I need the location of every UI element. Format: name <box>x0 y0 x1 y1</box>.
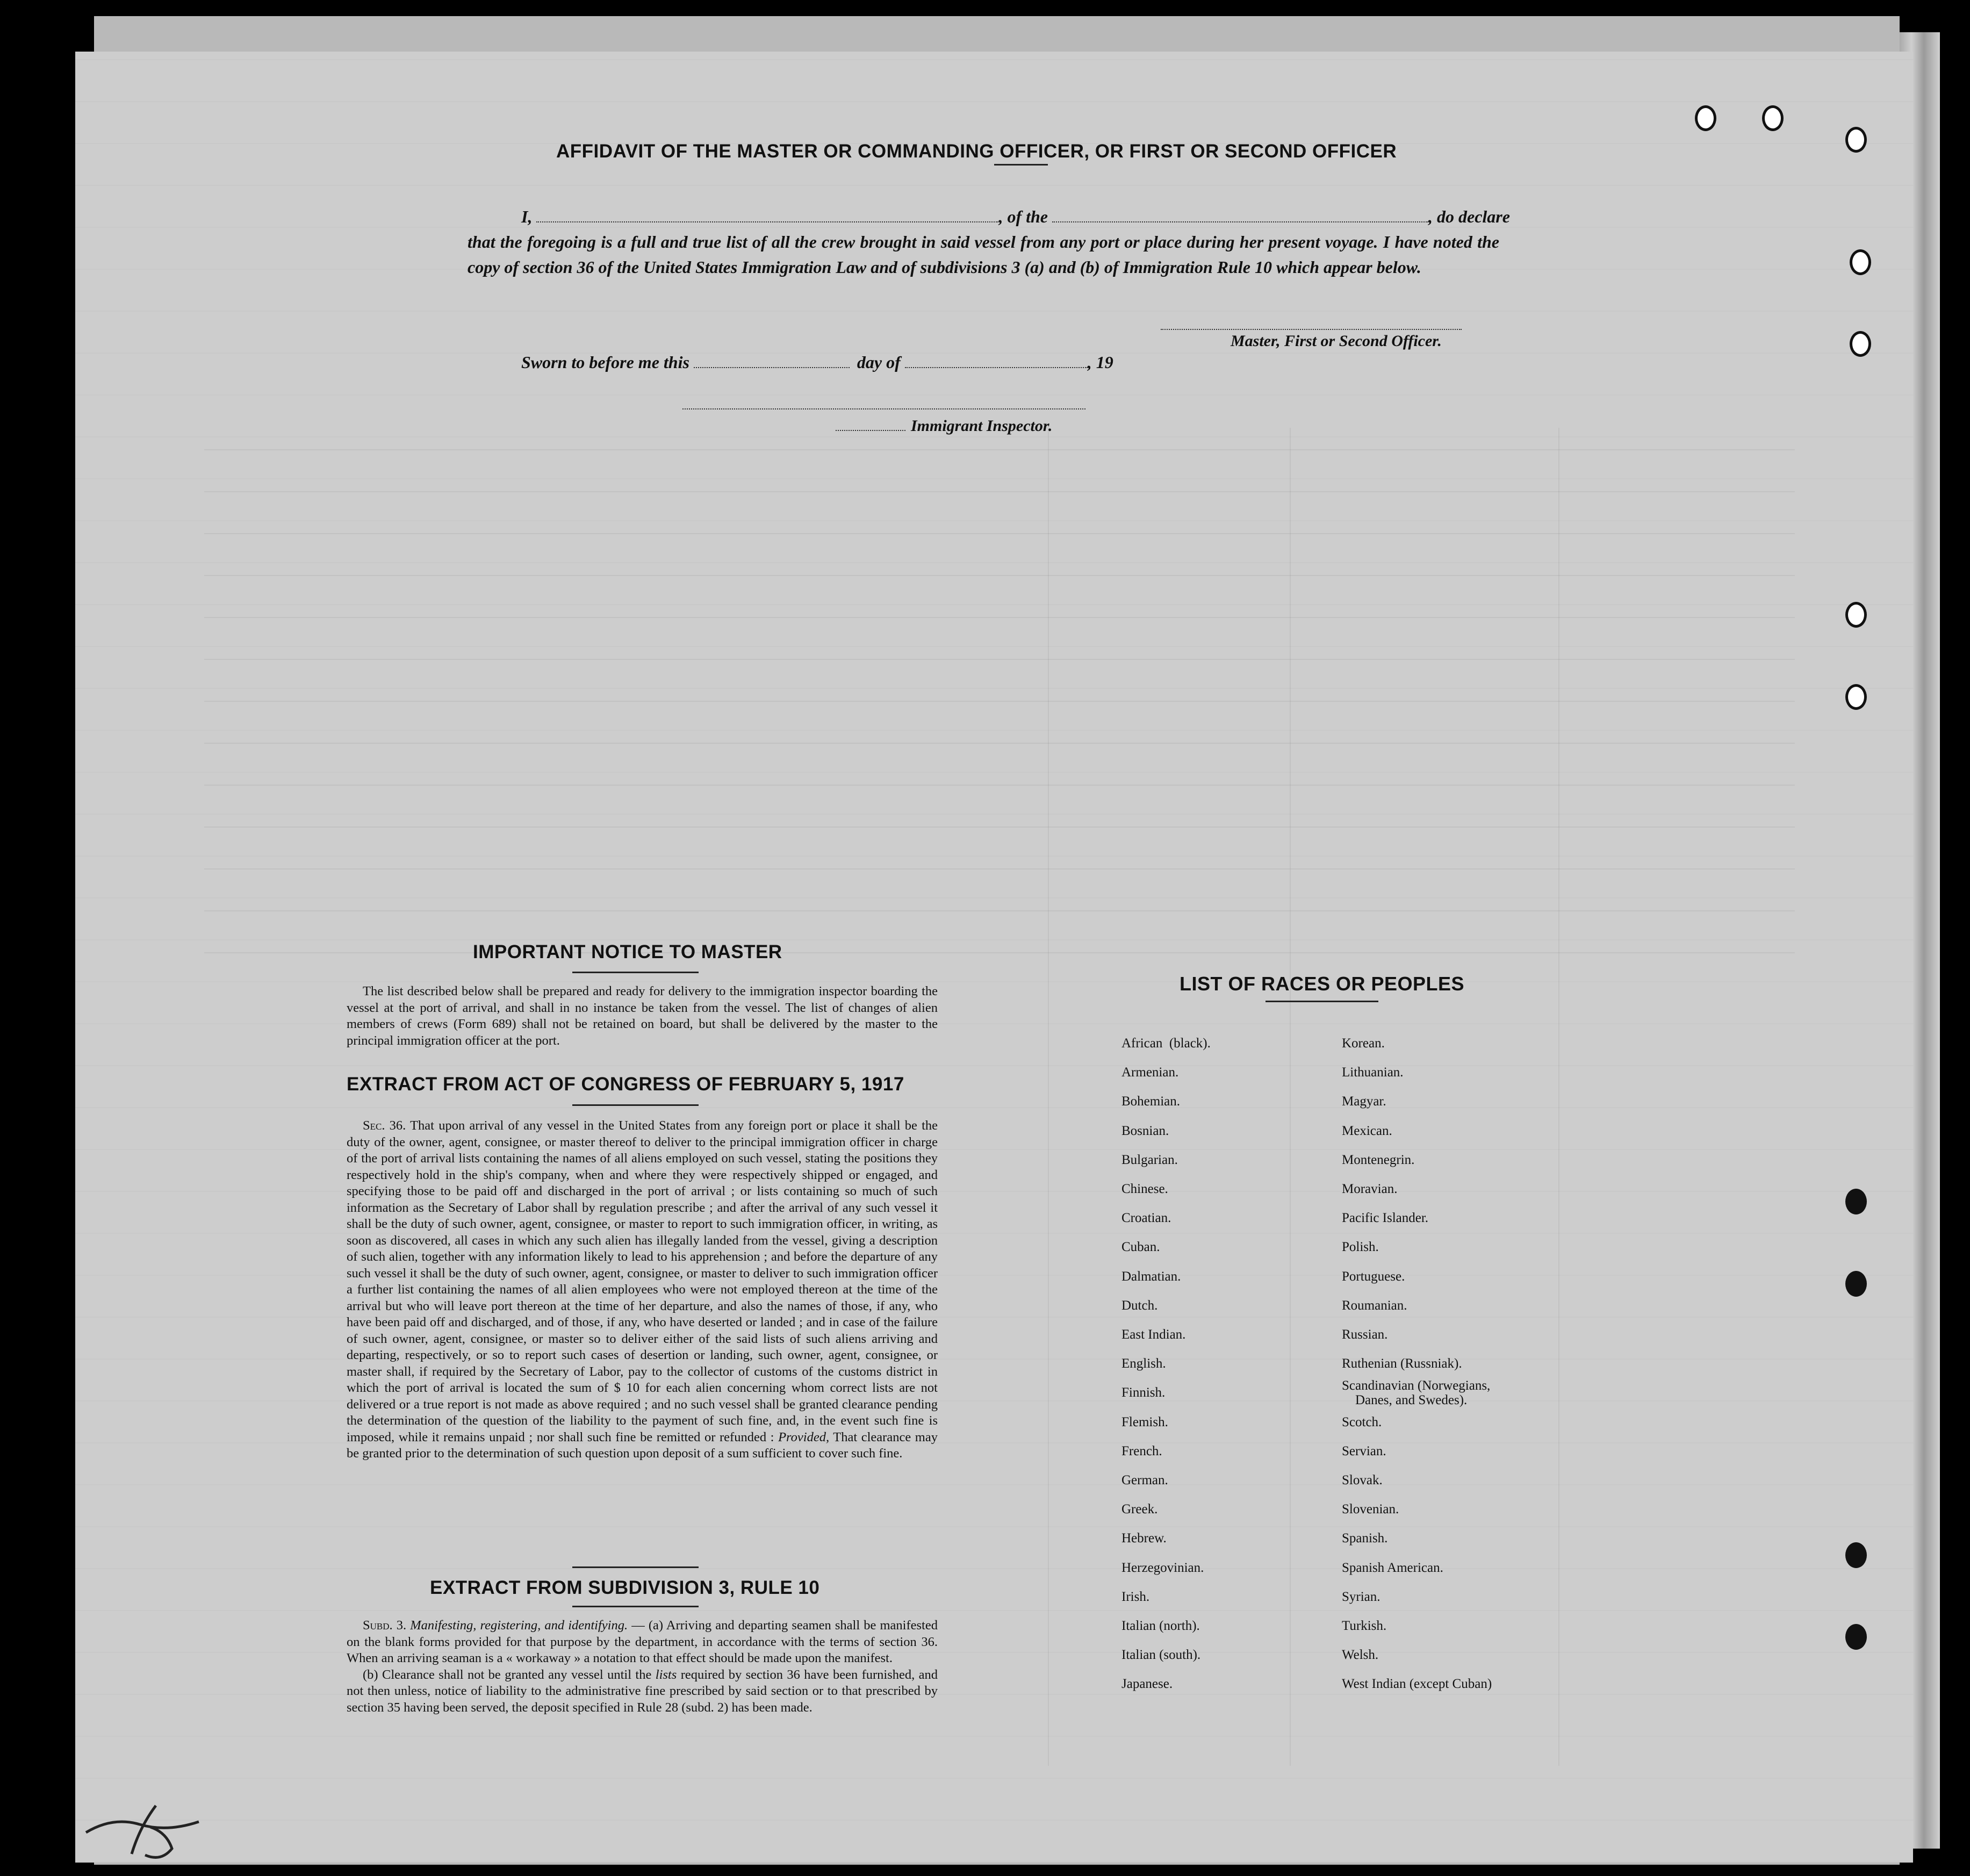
inspector-signature-line[interactable] <box>682 408 1085 409</box>
race-item: Scotch. <box>1342 1414 1382 1429</box>
affidavit-line-1 <box>468 204 1510 229</box>
race-item: Korean. <box>1342 1036 1385 1051</box>
binder-hole-icon <box>1845 1271 1867 1297</box>
bleed-through-column <box>1290 428 1291 1766</box>
officer-name-field[interactable] <box>536 221 998 222</box>
act-provided-label: Provided, <box>778 1429 830 1444</box>
race-item: Japanese. <box>1121 1677 1173 1692</box>
races-right-column <box>1342 1029 1492 1699</box>
race-item: Polish. <box>1342 1240 1379 1255</box>
rule-para-a-text: Arriving and departing seamen shall be manifested on the blank forms provided for that purpose by the department, in accordance with the terms of section 36. When an arriving seaman is a « workaway » a notation to that effect should be made upon the manifest. <box>347 1618 938 1665</box>
binder-hole-icon <box>1845 1542 1867 1568</box>
race-item: Bohemian. <box>1121 1094 1181 1109</box>
race-item: Portuguese. <box>1342 1269 1405 1284</box>
race-item: Greek. <box>1121 1502 1158 1517</box>
race-item: Cuban. <box>1121 1240 1160 1255</box>
binder-hole-icon <box>1845 127 1867 153</box>
race-item: Turkish. <box>1342 1619 1387 1634</box>
bleed-through-line <box>204 868 1795 869</box>
sworn-line <box>521 353 1113 372</box>
affidavit-i-label: I, <box>521 207 533 226</box>
inspector-label: Immigrant Inspector. <box>911 417 1053 435</box>
bleed-through-line <box>204 743 1795 744</box>
rule-subd-label: Subd. 3. <box>363 1618 407 1633</box>
rule-separator <box>572 1566 699 1568</box>
rule-subd-heading: Manifesting, registering, and identifying. <box>410 1618 628 1633</box>
race-item: Ruthenian (Russniak). <box>1342 1356 1462 1371</box>
race-item: West Indian (except Cuban) <box>1342 1677 1492 1692</box>
bleed-through-line <box>204 659 1795 660</box>
act-title-rule <box>572 1104 699 1106</box>
affidavit-title: AFFIDAVIT OF THE MASTER OR COMMANDING OFFICER, OR FIRST OR SECOND OFFICER <box>556 141 1397 162</box>
sworn-month-field[interactable] <box>905 367 1088 368</box>
bleed-through-line <box>204 952 1795 953</box>
year-prefix: , 19 <box>1087 353 1113 372</box>
master-signature-line[interactable] <box>1161 329 1462 330</box>
race-item: German. <box>1121 1473 1168 1488</box>
notice-title: IMPORTANT NOTICE TO MASTER <box>473 941 782 962</box>
bleed-through-column <box>1558 428 1559 1766</box>
race-item: Scandinavian (Norwegians, Danes, and Swedes). <box>1342 1378 1491 1408</box>
races-left-column <box>1121 1029 1211 1699</box>
bleed-through-line <box>204 701 1795 702</box>
bleed-through-column <box>1048 428 1049 1766</box>
race-item: Finnish. <box>1121 1385 1166 1400</box>
affidavit-of-the: , of the <box>998 207 1048 226</box>
race-item: African (black). <box>1121 1036 1211 1051</box>
binder-hole-icon <box>1845 1189 1867 1214</box>
bleed-through-line <box>204 910 1795 911</box>
race-item: Hebrew. <box>1121 1531 1167 1546</box>
race-item: Croatian. <box>1121 1211 1171 1226</box>
race-item: Chinese. <box>1121 1182 1168 1197</box>
rule-para-b-start: Clearance shall not be granted any vessel until the <box>382 1667 652 1682</box>
bleed-through-line <box>204 575 1795 576</box>
affidavit-declaration <box>468 204 1510 280</box>
race-item: Bosnian. <box>1121 1123 1169 1138</box>
binder-hole-icon <box>1845 602 1867 628</box>
rule-para-b-text: required by section 36 have been furnished, and not then unless, notice of liability to the administrative fine prescribed by said section or to that prescribed by section 35 having been served, the deposit specified in Rule 28 (subd. 2) has been made. <box>347 1667 938 1715</box>
binder-hole-icon <box>1845 1624 1867 1650</box>
race-item: Spanish. <box>1342 1531 1388 1546</box>
race-item: Slovenian. <box>1342 1502 1399 1517</box>
race-item: Magyar. <box>1342 1094 1386 1109</box>
act-section-text-end: That clearance may be granted prior to the determination of such question upon deposit of a sum sufficient to cover such fine. <box>347 1429 938 1461</box>
binder-hole-icon <box>1695 105 1716 131</box>
rule-para-b <box>347 1667 938 1716</box>
pencil-mark-icon <box>81 1795 204 1865</box>
races-title: LIST OF RACES OR PEOPLES <box>1180 973 1465 995</box>
document-page <box>75 52 1913 1863</box>
rule-para-a-prefix: — (a) <box>631 1618 664 1633</box>
binder-hole-icon <box>1845 684 1867 710</box>
act-title: EXTRACT FROM ACT OF CONGRESS OF FEBRUARY 5, 1917 <box>347 1074 904 1095</box>
race-item: Spanish American. <box>1342 1560 1443 1575</box>
bleed-through-line <box>204 826 1795 828</box>
sworn-day-field[interactable] <box>694 367 850 368</box>
race-item: Lithuanian. <box>1342 1065 1404 1080</box>
race-item: Pacific Islander. <box>1342 1211 1429 1226</box>
race-item: Slovak. <box>1342 1473 1383 1488</box>
race-item: Armenian. <box>1121 1065 1179 1080</box>
rule-para-a <box>347 1618 938 1667</box>
bleed-through-line <box>204 533 1795 534</box>
inspector-dotted-lead <box>836 430 905 431</box>
race-item: Servian. <box>1342 1443 1386 1458</box>
master-signature-label: Master, First or Second Officer. <box>1231 332 1442 350</box>
rule-body <box>347 1618 938 1716</box>
race-item: French. <box>1121 1443 1162 1458</box>
races-title-rule <box>1266 1001 1378 1002</box>
sworn-before-label: Sworn to before me this <box>521 353 689 372</box>
race-item: Roumanian. <box>1342 1298 1407 1313</box>
rule-para-b-lists: lists <box>655 1667 677 1682</box>
day-of-label: day of <box>857 353 901 372</box>
binder-hole-icon <box>1850 249 1871 275</box>
race-item: Montenegrin. <box>1342 1152 1415 1167</box>
bleed-through-line <box>204 491 1795 492</box>
act-section-label: Sec. 36. <box>363 1118 406 1133</box>
rule-title: EXTRACT FROM SUBDIVISION 3, RULE 10 <box>430 1577 820 1598</box>
affidavit-do-declare: , do declare <box>1428 207 1510 226</box>
race-item: Bulgarian. <box>1121 1152 1178 1167</box>
notice-body: The list described below shall be prepared and ready for delivery to the immigration inspector boarding the vessel at the port of arrival, and shall in no instance be taken from the vessel. The list of changes of alien members of crews (Form 689) shall not be retained on board, but shall be delivered by the master to the principal immigration officer at the port. <box>347 984 938 1048</box>
race-item: Mexican. <box>1342 1123 1392 1138</box>
race-item: Herzegovinian. <box>1121 1560 1204 1575</box>
rule-title-rule <box>572 1606 699 1607</box>
race-item: Syrian. <box>1342 1589 1381 1604</box>
race-item: Flemish. <box>1121 1414 1168 1429</box>
bleed-through-line <box>204 617 1795 618</box>
race-item: Welsh. <box>1342 1648 1379 1663</box>
race-item: Italian (north). <box>1121 1619 1200 1634</box>
binder-hole-icon <box>1850 331 1871 357</box>
binder-hole-icon <box>1762 105 1784 131</box>
race-item: Dalmatian. <box>1121 1269 1181 1284</box>
race-item: Irish. <box>1121 1589 1150 1604</box>
race-item: English. <box>1121 1356 1166 1371</box>
race-item: Moravian. <box>1342 1182 1398 1197</box>
rule-para-b-prefix: (b) <box>363 1667 378 1682</box>
bleed-through-line <box>204 785 1795 786</box>
race-item: Italian (south). <box>1121 1648 1201 1663</box>
vessel-name-field[interactable] <box>1052 221 1428 222</box>
act-section-text: That upon arrival of any vessel in the United States from any foreign port or place it shall be the duty of the owner, agent, consignee, or master thereof to deliver to the principal immigration officer in charge of the port of arrival lists containing the names of all aliens employed on such vessel, stating the positions they respectively hold in the ship's company, when and where they were respectively shipped or engaged, and specifying those to be paid off and discharged in the port of arrival ; or lists containing so much of such information as the Secretary of Labor shall by regulation prescribe ; and after the arrival of any such vessel it shall be the duty of such owner, agent, consignee, or master to report to such immigration officer, in writing, as soon as discovered, all cases in which any such alien has illegally landed from the vessel, giving a description of such alien, together with any information likely to lead to his apprehension ; and before the departure of any such vessel it shall be the duty of such owner, agent, consignee, or master to deliver to such immigration officer a further list containing the names of all alien employees who were not employed thereon at the time of the arrival but who will leave port thereon at the time of her departure, and also the names of those, if any, who have been paid off and discharged, and of those, if any, who have deserted or landed ; and in case of the failure of such owner, agent, consignee, or master so to deliver either of the said lists of such aliens arriving and departing, respectively, or so to report such cases of desertion or landing, such owner, agent, consignee, or master shall, if required by the Secretary of Labor, pay to the collector of customs of the customs district in which the port of arrival is located the sum of $ 10 for each alien concerning whom correct lists are not delivered or a true report is not made as above required ; and no such vessel shall be granted clearance pending the determination of the question of the liability to the payment of such fine, and, in the event such fine is imposed, while it remains unpaid ; nor shall such fine be remitted or refunded : <box>347 1118 938 1444</box>
race-item: Dutch. <box>1121 1298 1158 1313</box>
bleed-through-line <box>204 449 1795 450</box>
act-body <box>347 1118 938 1462</box>
race-item: Russian. <box>1342 1327 1388 1342</box>
race-item: East Indian. <box>1121 1327 1186 1342</box>
notice-title-rule <box>572 972 699 973</box>
affidavit-statement: that the foregoing is a full and true list of all the crew brought in said vessel from any port or place during her present voyage. I have noted the copy of section 36 of the United States Immigration Law and of subdivisions 3 (a) and (b) of Immigration Rule 10 which appear below. <box>468 232 1499 277</box>
title-underline <box>994 164 1048 166</box>
